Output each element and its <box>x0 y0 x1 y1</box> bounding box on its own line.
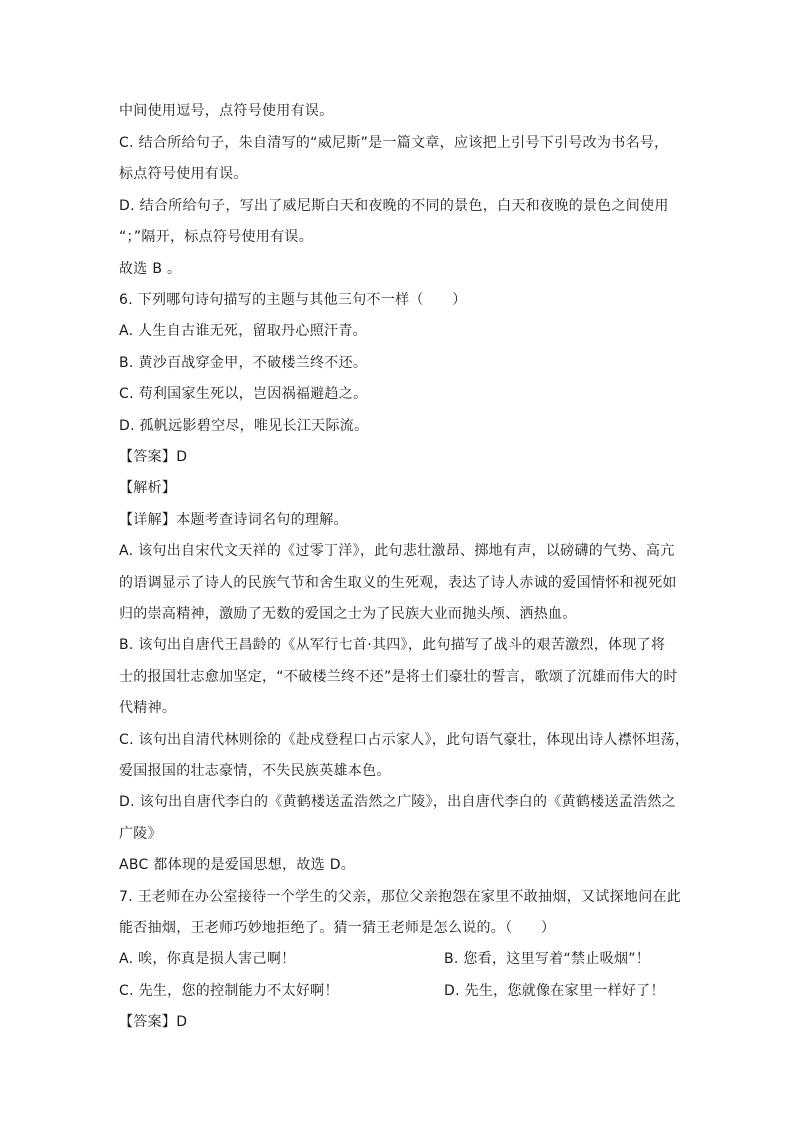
question-7-stem: 能否抽烟，王老师巧妙地拒绝了。猜一猜王老师是怎么说的。（ ） <box>119 920 556 936</box>
text-line: 故选 B 。 <box>119 261 182 277</box>
text-line: C. 结合所给句子，朱自清写的“威尼斯”是一篇文章，应该把上引号下引号改为书名号， <box>119 135 669 151</box>
option-c: C. 苟利国家生死以，岂因祸福避趋之。 <box>119 386 368 402</box>
text-line: 的语调显示了诗人的民族气节和舍生取义的生死观，表达了诗人赤诚的爱国情怀和视死如 <box>119 575 677 591</box>
text-line: 代精神。 <box>119 700 177 716</box>
text-line: C. 该句出自清代林则徐的《赴戍登程口占示家人》，此句语气豪壮，体现出诗人襟怀坦荡， <box>119 732 690 748</box>
question-6-stem: 6. 下列哪句诗句描写的主题与其他三句不一样（ ） <box>119 292 467 308</box>
text-line: D. 结合所给句子，写出了威尼斯白天和夜晚的不同的景色，白天和夜晚的景色之间使用 <box>119 198 669 214</box>
answer-label: 【答案】D <box>119 449 188 465</box>
text-line: 士的报国壮志愈加坚定，“不破楼兰终不还”是将士们豪壮的誓言，歌颂了沉雄而伟大的时 <box>119 669 678 685</box>
text-line: B. 该句出自唐代王昌龄的《从军行七首·其四》，此句描写了战斗的艰苦激烈，体现了将 <box>119 637 666 653</box>
text-line: 中间使用逗号，点符号使用有误。 <box>119 103 334 119</box>
text-line: 爱国报国的壮志豪情，不失民族英雄本色。 <box>119 763 391 779</box>
text-line: 广陵》 <box>119 826 162 842</box>
text-line: 标点符号使用有误。 <box>119 166 248 182</box>
q7-option-a: A. 唉，你真是损人害己啊！ <box>119 951 296 967</box>
q7-option-d: D. 先生，您就像在家里一样好了！ <box>444 983 665 999</box>
text-line: “；”隔开，标点符号使用有误。 <box>119 229 314 245</box>
analysis-label: 【解析】 <box>119 480 177 496</box>
question-7-stem: 7. 王老师在办公室接待一个学生的父亲，那位父亲抱怨在家里不敢抽烟，又试探地问在此 <box>119 889 682 905</box>
q7-option-c: C. 先生，您的控制能力不太好啊！ <box>119 983 339 999</box>
detail-line: 【详解】本题考查诗词名句的理解。 <box>119 512 348 528</box>
option-d: D. 孤帆远影碧空尽，唯见长江天际流。 <box>119 418 369 434</box>
option-a: A. 人生自古谁无死，留取丹心照汗青。 <box>119 323 367 339</box>
option-b: B. 黄沙百战穿金甲，不破楼兰终不还。 <box>119 355 368 371</box>
q7-option-b: B. 您看，这里写着“禁止吸烟”！ <box>444 951 651 967</box>
text-line: A. 该句出自宋代文天祥的《过零丁洋》，此句悲壮激昂、掷地有声，以磅礴的气势、高亢 <box>119 543 675 559</box>
text-line: 归的崇高精神，激励了无数的爱国之士为了民族大业而抛头颅、洒热血。 <box>119 606 577 622</box>
text-line: D. 该句出自唐代李白的《黄鹤楼送孟浩然之广陵》，出自唐代李白的《黄鹤楼送孟浩然之 <box>119 794 676 810</box>
text-line: ABC 都体现的是爱国思想，故选 D。 <box>119 857 356 873</box>
answer-label: 【答案】D <box>119 1014 188 1030</box>
